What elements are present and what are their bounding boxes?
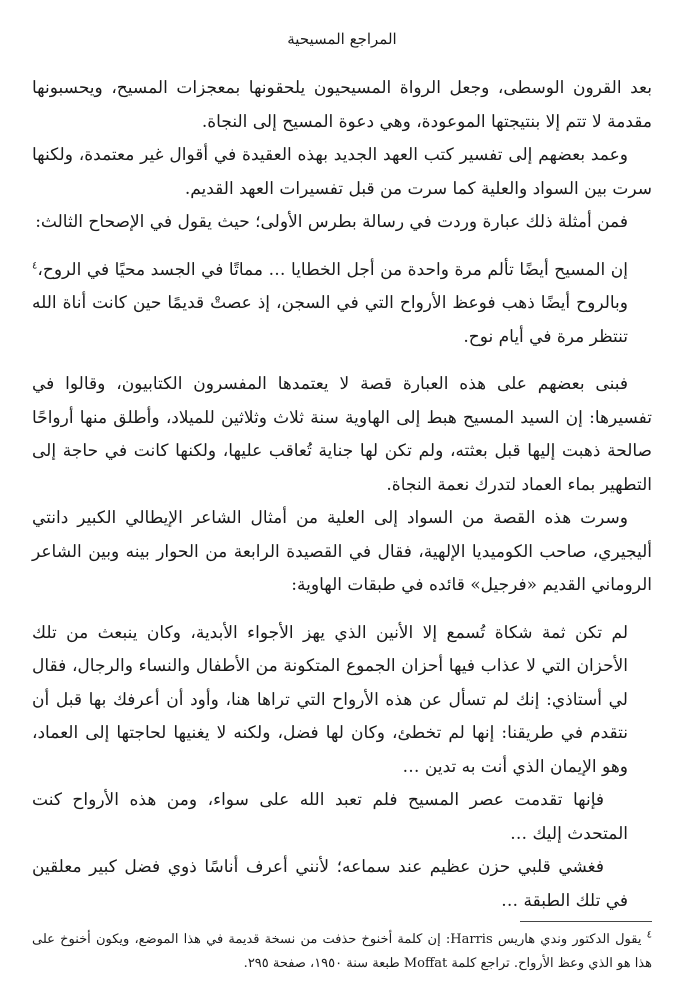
footnote-text: يقول الدكتور وندي هاريس Harris: إن كلمة أخنوخ حذفت من نسخة قديمة في هذا الموضع، ويكون أخنوخ على هذا هو الذي وعظ الأرواح. تراجع كلمة Moffat طبعة سنة ١٩٥٠، صفحة ٢٩٥. — [32, 932, 652, 971]
main-text — [32, 72, 652, 918]
blockquote-peter — [32, 254, 652, 355]
quote-part-1: إن المسيح أيضًا تألم مرة واحدة من أجل الخطايا … مماتًا في الجسد محيًا في الروح، — [37, 259, 628, 280]
blockquote-dante-1: لم تكن ثمة شكاة تُسمع إلا الأنين الذي يهز الأجواء الأبدية، وكان ينبعث من تلك الأحزان التي لا عذاب فيها أحزان الجموع المتكونة من الأطفال والنساء والرجال، فقال لي أستاذي: إنك لم تسأل عن هذه الأرواح التي تراها هنا، وأود أن أعرفك بها قبل أن نتقدم في طريقنا: إنها لم تخطئ، وكان لها فضل، ولكنه لا يغنيها لحاجتها إلى العماد، وهو الإيمان الذي أنت به تدين … — [32, 622, 628, 777]
blockquote-dante-2: فإنها تقدمت عصر المسيح فلم تعبد الله على سواء، ومن هذه الأرواح كنت المتحدث إليك … — [32, 790, 628, 844]
footnote — [32, 928, 652, 976]
spacer — [32, 354, 652, 368]
blockquote-dante-3: فغشي قلبي حزن عظيم عند سماعه؛ لأنني أعرف أناسًا ذوي فضل كبير معلقين في تلك الطبقة … — [32, 857, 628, 911]
spacer — [32, 240, 652, 254]
paragraph-interpretation: وعمد بعضهم إلى تفسير كتب العهد الجديد بهذه العقيدة في أقوال غير معتمدة، ولكنها سرت بين السواد والعلية كما سرت من قبل تفسيرات العهد القديم. — [32, 145, 652, 199]
quote-part-2: وبالروح أيضًا ذهب فوعظ الأرواح التي في السجن، إذ عصتْ قديمًا حين كانت أناة الله تنتظر مرة في أيام نوح. — [32, 293, 628, 347]
paragraph-dante: وسرت هذه القصة من السواد إلى العلية من أمثال الشاعر الإيطالي الكبير دانتي أليجيري، صاحب الكوميديا الإلهية، فقال في القصيدة الرابعة من الحوار بينه وبين الشاعر الروماني القديم «فرجيل» قائده في طبقات الهاوية: — [32, 508, 652, 595]
paragraph-peter-example: فمن أمثلة ذلك عبارة وردت في رسالة بطرس الأولى؛ حيث يقول في الإصحاح الثالث: — [35, 212, 628, 232]
footnote-divider — [520, 921, 652, 922]
paragraph-story: فبنى بعضهم على هذه العبارة قصة لا يعتمدها المفسرون الكتابيون، وقالوا في تفسيرها: إن السيد المسيح هبط إلى الهاوية سنة ثلاث وثلاثين للميلاد، وأطلق منها أرواحًا صالحة ذهبت إليها قبل بعثته، ولم تكن لها جناية تُعاقب عليها، ولكنها كانت في حاجة إلى التطهير بماء العماد لتدرك نعمة النجاة. — [32, 374, 652, 495]
paragraph-continuation: بعد القرون الوسطى، وجعل الرواة المسيحيون يلحقونها بمعجزات المسيح، ويحسبونها مقدمة لا تتم إلا بنتيجتها الموعودة، وهي دعوة المسيح إلى النجاة. — [32, 78, 652, 132]
footnote-reference: ٤ — [32, 259, 38, 271]
footnote-marker: ٤ — [646, 929, 652, 941]
running-header: المراجع المسيحية — [287, 30, 397, 48]
spacer — [32, 603, 652, 617]
